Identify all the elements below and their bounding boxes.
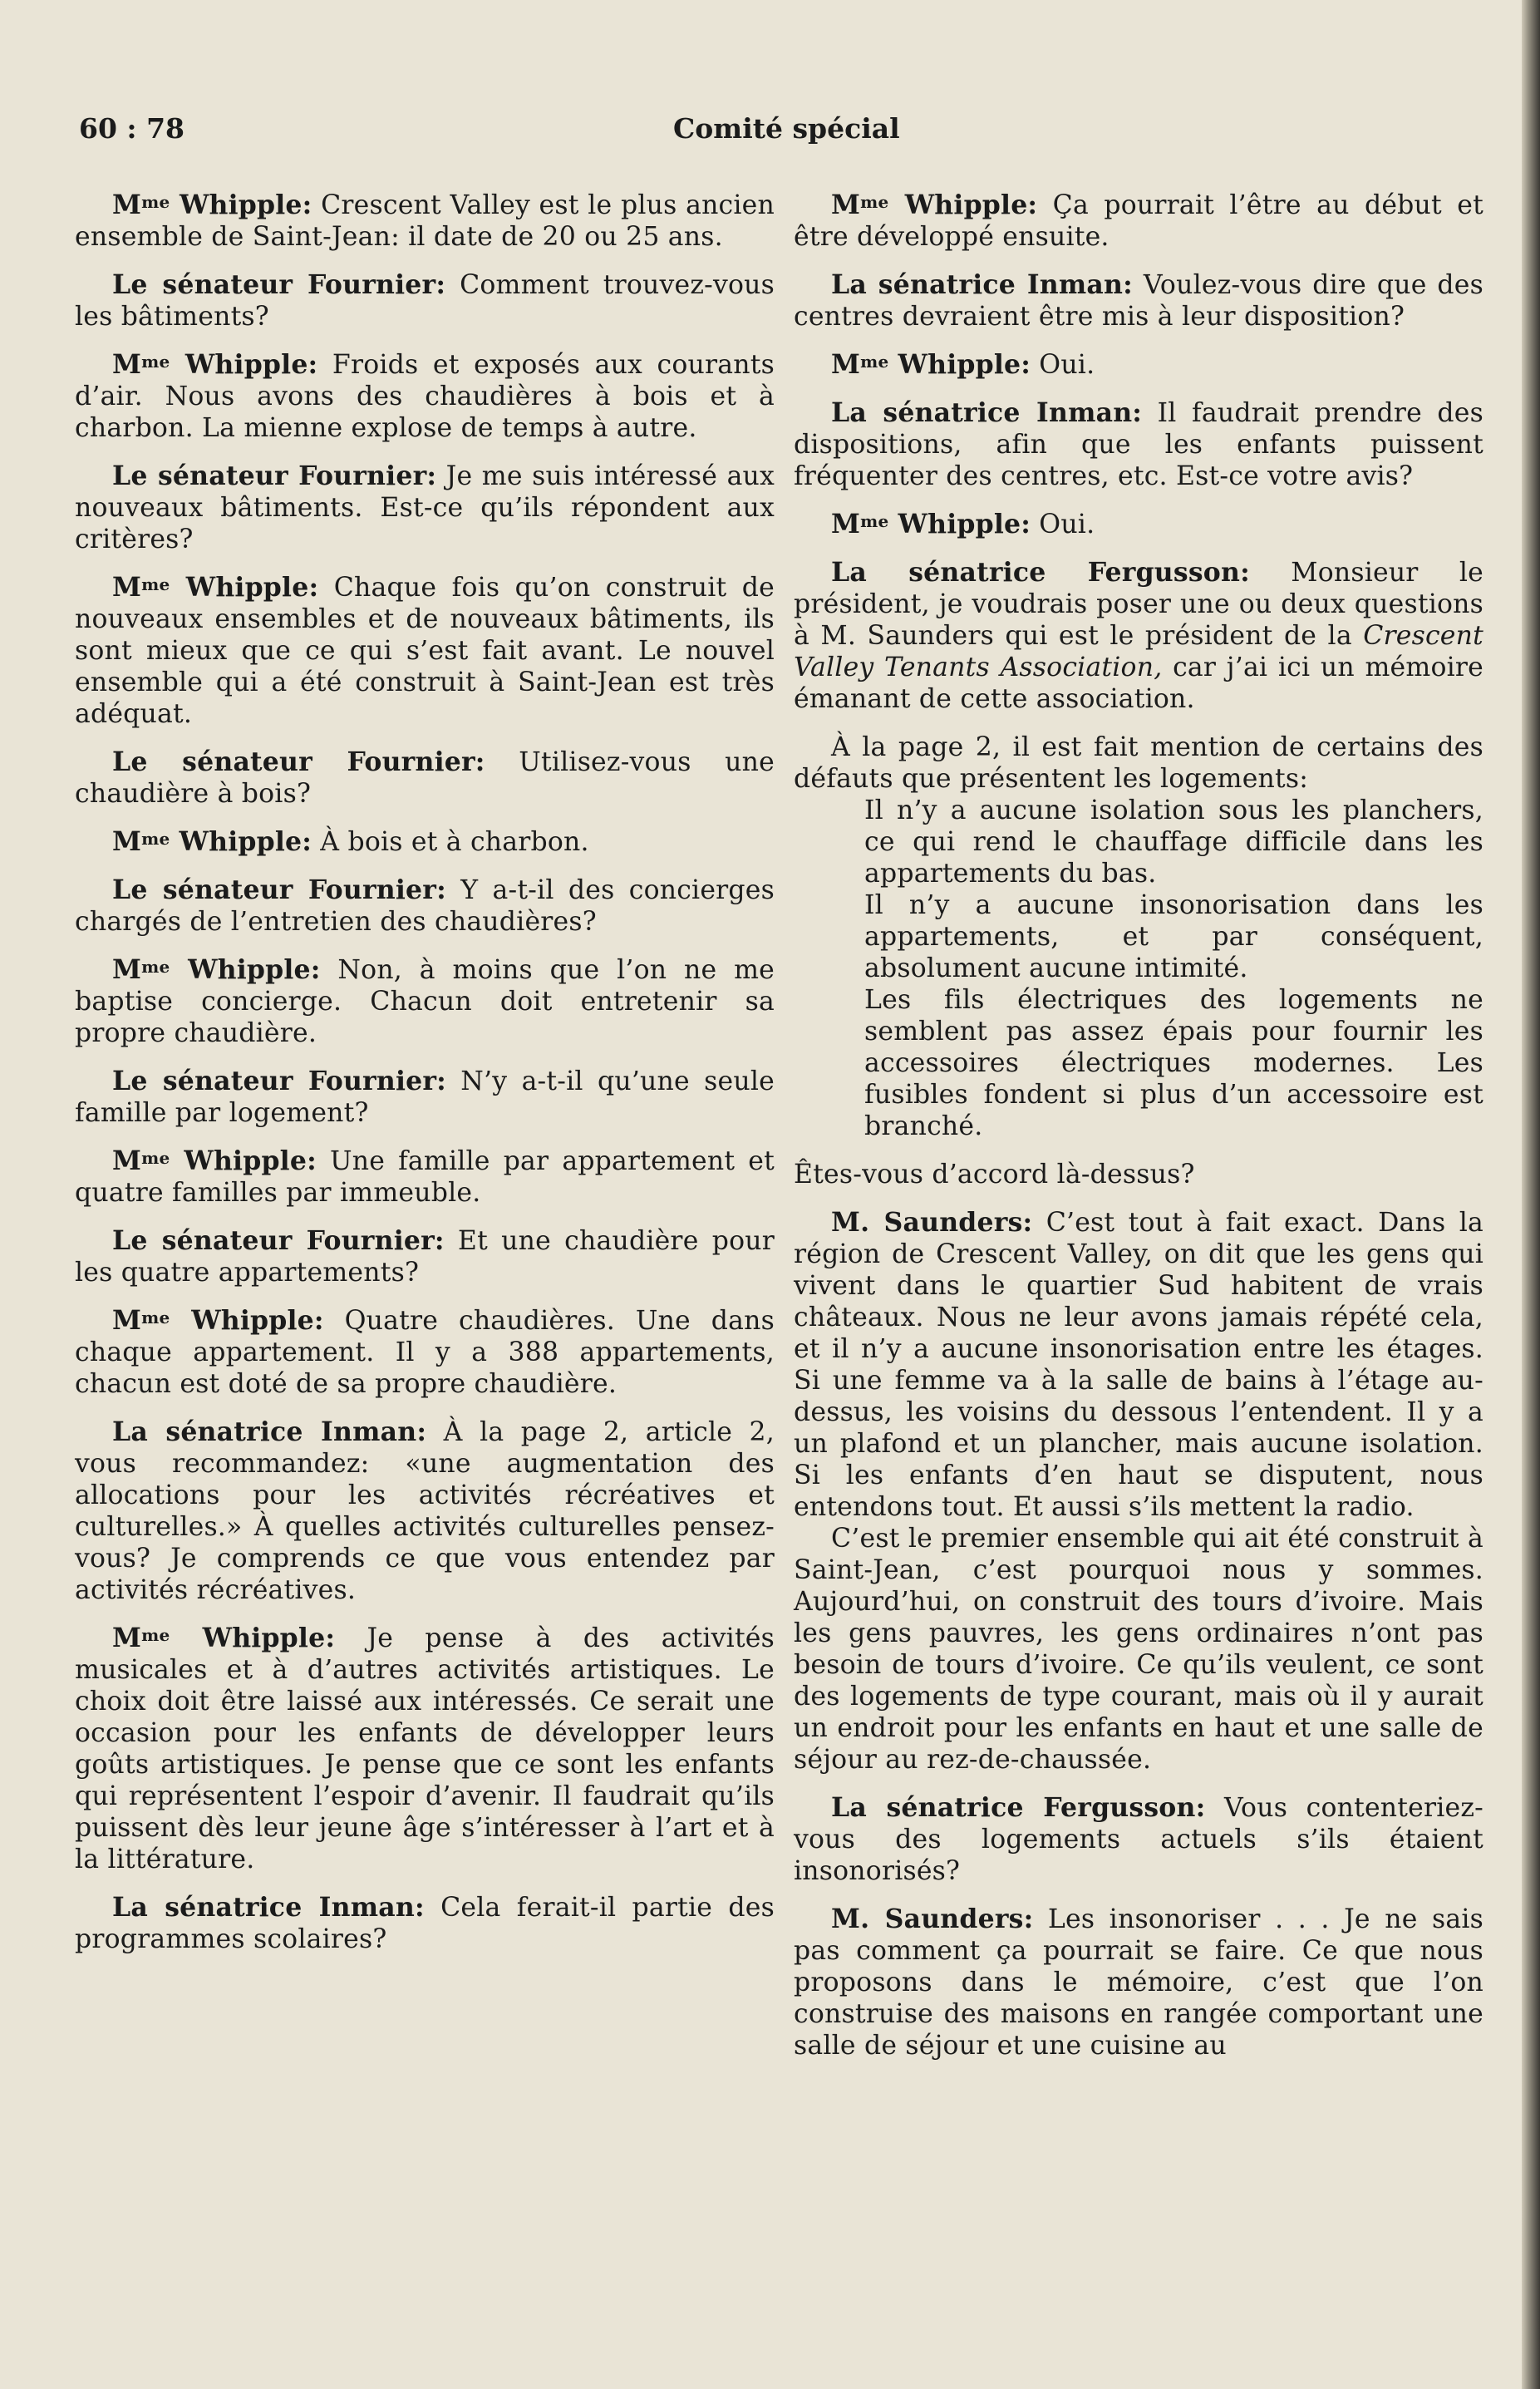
speech-text: Comment trouvez-vous les bâtiments? xyxy=(75,270,775,332)
speech-text: Non, à moins que l’on ne me baptise concierge. Chacun doit entretenir sa propre chaudière. xyxy=(75,955,775,1048)
speech-text: Oui. xyxy=(1039,510,1095,539)
paragraph xyxy=(75,572,775,730)
paragraph xyxy=(75,1066,775,1129)
speech-text: Froids et exposés aux courants d’air. Nous avons des chaudières à bois et à charbon. La mienne explose de temps à autre. xyxy=(75,350,775,443)
speaker-name: $M^{me}$ Whipple: xyxy=(112,1623,336,1653)
speaker-name: $M^{me}$ Whipple: xyxy=(831,190,1038,220)
speech-text: À la page 2, article 2, vous recommandez: «une augmentation des allocations pour les activités récréatives et culturelles.» À quelles activités culturelles pensez-vous? Je comprends ce que vous entendez par activités récréatives. xyxy=(75,1417,775,1605)
paragraph xyxy=(794,269,1483,332)
quote-line: Il n’y a aucune isolation sous les planchers, ce qui rend le chauffage difficile dans les appartements du bas. xyxy=(864,796,1483,889)
speaker-name: La sénatrice Fergusson: xyxy=(831,557,1250,588)
paragraph xyxy=(794,509,1483,540)
speech-text: car j’ai ici un mémoire émanant de cette association. xyxy=(794,653,1483,714)
speaker-name: Le sénateur Fournier: xyxy=(112,461,437,491)
speaker-name: M. Saunders: xyxy=(831,1904,1034,1934)
speech-text: Je me suis intéressé aux nouveaux bâtiments. Est-ce qu’ils répondent aux critères? xyxy=(75,461,775,554)
paragraph xyxy=(75,461,775,555)
speaker-name: Le sénateur Fournier: xyxy=(112,1225,445,1256)
page-edge-shadow xyxy=(1522,0,1540,2389)
speaker-name: $M^{me}$ Whipple: xyxy=(112,954,321,985)
paragraph xyxy=(75,190,775,253)
speaker-name: $M^{me}$ Whipple: xyxy=(112,190,312,220)
paragraph xyxy=(75,826,775,858)
speech-text: Vous contenteriez-vous des logements actuels s’ils étaient insonorisés? xyxy=(794,1793,1484,1886)
speech-text: Quatre chaudières. Une dans chaque appartement. Il y a 388 appartements, chacun est doté de sa propre chaudière. xyxy=(75,1306,775,1399)
speech-text: Une famille par appartement et quatre familles par immeuble. xyxy=(75,1146,775,1208)
paragraph xyxy=(794,1207,1483,1523)
paragraph xyxy=(75,1305,775,1400)
speaker-name: Le sénateur Fournier: xyxy=(112,874,446,905)
speech-text: N’y a-t-il qu’une seule famille par logement? xyxy=(75,1066,775,1128)
paragraph xyxy=(75,746,775,810)
paragraph xyxy=(75,954,775,1049)
speaker-name: $M^{me}$ Whipple: xyxy=(112,826,312,857)
speaker-name: La sénatrice Inman: xyxy=(112,1892,425,1923)
speech-text: Oui. xyxy=(1039,350,1095,380)
page-header xyxy=(79,112,1461,154)
speaker-name: La sénatrice Fergusson: xyxy=(831,1792,1206,1823)
paragraph xyxy=(75,1145,775,1209)
paragraph xyxy=(75,269,775,332)
speech-text: Monsieur le président, je voudrais poser une ou deux questions à M. Saunders qui est le président de la xyxy=(794,558,1483,651)
speech-text: Chaque fois qu’on construit de nouveaux ensembles et de nouveaux bâtiments, ils sont mieux que ce qui s’est fait avant. Le nouvel ensemble qui a été construit à Saint-Jean est très adéquat. xyxy=(75,573,775,729)
paragraph xyxy=(75,1416,775,1606)
speaker-name: La sénatrice Inman: xyxy=(112,1416,427,1447)
paragraph xyxy=(75,1892,775,1955)
speech-text: Crescent Valley est le plus ancien ensemble de Saint-Jean: il date de 20 ou 25 ans. xyxy=(75,190,775,252)
speech-text: À la page 2, il est fait mention de certains des défauts que présentent les logements: xyxy=(794,732,1483,794)
left-column xyxy=(75,190,775,1972)
speech-text: Y a-t-il des concierges chargés de l’entretien des chaudières? xyxy=(75,875,775,937)
speech-text: C’est tout à fait exact. Dans la région de Crescent Valley, on dit que les gens qui vivent dans le quartier Sud habitent de vrais châteaux. Nous ne leur avons jamais répété cela, et il n’y a aucune insonorisation entre les étages. Si une femme va à la salle de bains à l’étage au-dessus, les voisins du dessous l’entendent. Il y a un plafond et un plancher, mais aucune isolation. Si les enfants d’en haut se disputent, nous entendons tout. Et aussi s’ils mettent la radio. xyxy=(794,1208,1483,1522)
paragraph xyxy=(794,557,1483,715)
speaker-name: $M^{me}$ Whipple: xyxy=(112,349,318,380)
running-title: Comité spécial xyxy=(673,112,900,145)
paragraph xyxy=(794,1523,1483,1776)
speaker-name: Le sénateur Fournier: xyxy=(112,746,485,777)
paragraph xyxy=(75,874,775,938)
speech-text: Les insonoriser . . . Je ne sais pas comment ça pourrait se faire. Ce que nous proposons dans le mémoire, c’est que l’on construise des maisons en rangée comportant une salle de séjour et une cuisine au xyxy=(794,1904,1483,2061)
speaker-name: La sénatrice Inman: xyxy=(831,269,1133,300)
speech-text: Voulez-vous dire que des centres devraient être mis à leur disposition? xyxy=(794,270,1483,332)
speaker-name: $M^{me}$ Whipple: xyxy=(112,1145,317,1176)
quote-line: Les fils électriques des logements ne semblent pas assez épais pour fournir les accessoires électriques modernes. Les fusibles fondent si plus d’un accessoire est branché. xyxy=(864,985,1483,1141)
speech-text: Il faudrait prendre des dispositions, afin que les enfants puissent fréquenter des centres, etc. Est-ce votre avis? xyxy=(794,398,1484,491)
block-quote xyxy=(864,795,1483,1142)
speaker-name: $M^{me}$ Whipple: xyxy=(112,572,319,603)
paragraph xyxy=(75,349,775,444)
speech-text: Ça pourrait l’être au début et être développé ensuite. xyxy=(794,190,1483,252)
paragraph xyxy=(794,1904,1483,2061)
speech-text: Et une chaudière pour les quatre appartements? xyxy=(75,1226,775,1288)
speech-text: À bois et à charbon. xyxy=(320,827,589,857)
speaker-name: Le sénateur Fournier: xyxy=(112,1066,446,1096)
speech-text: Cela ferait-il partie des programmes scolaires? xyxy=(75,1893,775,1954)
paragraph xyxy=(794,190,1483,253)
right-column xyxy=(794,190,1483,2078)
speaker-name: M. Saunders: xyxy=(831,1207,1033,1238)
speech-text: Je pense à des activités musicales et à d’autres activités artistiques. Le choix doit être laissé aux intéressés. Ce serait une occasion pour les enfants de développer leurs goûts artistiques. Je pense que ce sont les enfants qui représentent l’espoir d’avenir. Il faudrait qu’ils puissent dès leur jeune âge s’intéresser à l’art et à la littérature. xyxy=(75,1623,775,1874)
speaker-name: $M^{me}$ Whipple: xyxy=(831,349,1031,380)
speaker-name: Le sénateur Fournier: xyxy=(112,269,446,300)
paragraph xyxy=(794,1159,1483,1190)
paragraph xyxy=(794,731,1483,795)
speaker-name: La sénatrice Inman: xyxy=(831,397,1143,428)
association-name: Crescent Valley Tenants Association, xyxy=(794,621,1483,682)
paragraph xyxy=(794,1792,1483,1887)
paragraph xyxy=(794,397,1483,492)
paragraph xyxy=(794,349,1483,381)
speaker-name: $M^{me}$ Whipple: xyxy=(831,509,1031,539)
speaker-name: $M^{me}$ Whipple: xyxy=(112,1305,324,1336)
page-number: 60 : 78 xyxy=(79,112,185,145)
speech-text: C’est le premier ensemble qui ait été construit à Saint-Jean, c’est pourquoi nous y sommes. Aujourd’hui, on construit des tours d’ivoire. Mais les gens pauvres, les gens ordinaires n’ont pas besoin de tours d’ivoire. Ce qu’ils veulent, ce sont des logements de type courant, mais où il y aurait un endroit pour les enfants en haut et une salle de séjour au rez-de-chaussée. xyxy=(794,1524,1483,1775)
speech-text: Êtes-vous d’accord là-dessus? xyxy=(794,1160,1195,1190)
speech-text: Utilisez-vous une chaudière à bois? xyxy=(75,747,775,809)
paragraph xyxy=(75,1225,775,1288)
paragraph xyxy=(75,1623,775,1875)
quote-line: Il n’y a aucune insonorisation dans les appartements, et par conséquent, absolument aucune intimité. xyxy=(864,890,1483,983)
